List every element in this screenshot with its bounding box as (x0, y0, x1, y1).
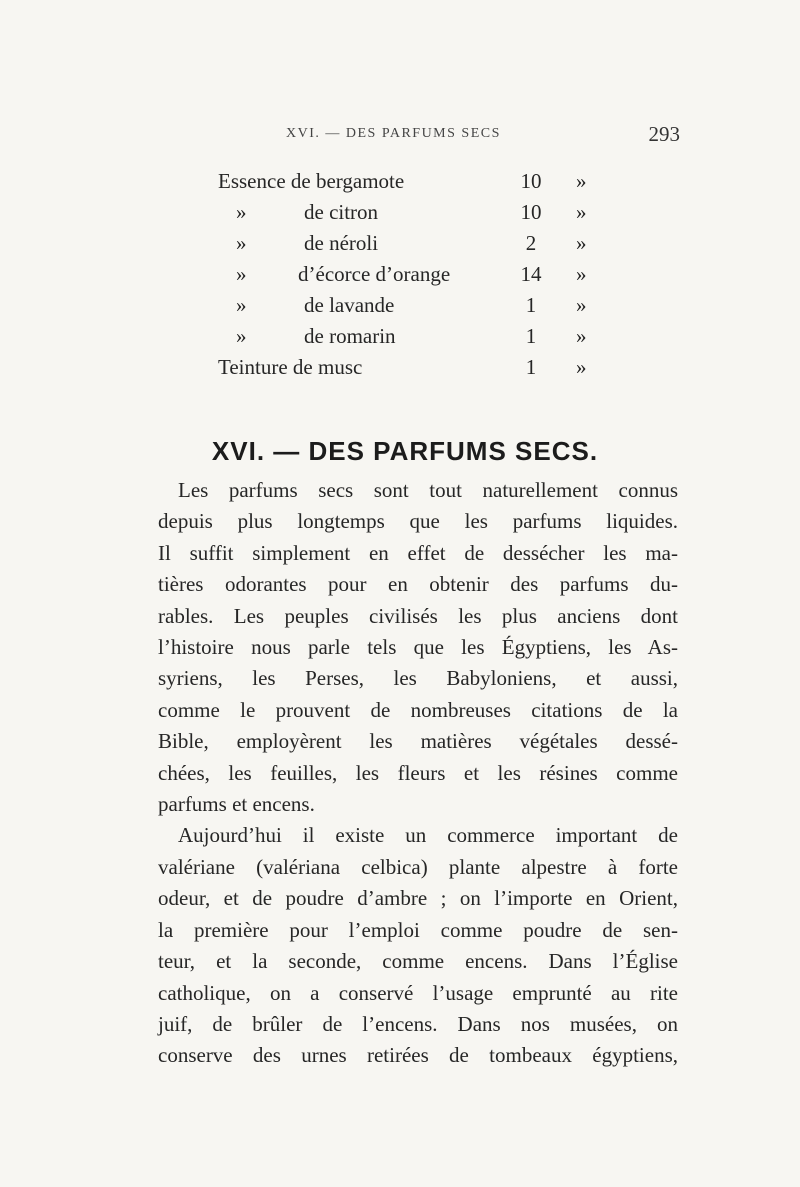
page-number: 293 (648, 122, 680, 146)
text-line: valériane (valériana celbica) plante alpestre à forte (158, 854, 678, 879)
text-line: la première pour l’emploi comme poudre de sen- (158, 917, 678, 942)
recipe-unit: » (576, 169, 587, 193)
recipe-list (218, 166, 618, 383)
recipe-unit: » (576, 262, 587, 286)
recipe-ingredient: Essence de bergamote (218, 169, 405, 193)
recipe-row (218, 166, 618, 197)
recipe-row (218, 352, 618, 383)
recipe-quantity: 14 (520, 262, 542, 286)
recipe-ingredient: de romarin (304, 324, 396, 348)
recipe-quantity: 1 (525, 293, 537, 317)
paragraph (158, 820, 678, 1071)
recipe-quantity: 2 (525, 231, 537, 255)
recipe-unit: » (576, 355, 587, 379)
recipe-row (218, 290, 618, 321)
text-line: juif, de brûler de l’encens. Dans nos musées, on (158, 1011, 678, 1036)
text-line: parfums et encens. (158, 792, 315, 817)
recipe-ditto-mark: » (236, 293, 247, 317)
recipe-row (218, 259, 618, 290)
recipe-ditto-mark: » (236, 262, 247, 286)
body-text (158, 475, 678, 1072)
running-title: XVI. — DES PARFUMS SECS (286, 126, 501, 141)
text-line: depuis plus longtemps que les parfums liquides. (158, 509, 678, 534)
recipe-quantity: 1 (525, 324, 537, 348)
recipe-quantity: 10 (520, 169, 542, 193)
recipe-ingredient: de citron (304, 200, 379, 224)
text-line: Les parfums secs sont tout naturellement connus (178, 478, 678, 502)
text-line: teur, et la seconde, comme encens. Dans l’Église (158, 949, 678, 974)
section-heading: XVI. — DES PARFUMS SECS. (211, 435, 599, 466)
recipe-ditto-mark: » (236, 200, 247, 224)
running-head (160, 122, 680, 146)
text-line: catholique, on a conservé l’usage emprunté au rite (158, 980, 678, 1005)
recipe-row (218, 321, 618, 352)
recipe-unit: » (576, 324, 587, 348)
recipe-ingredient: de néroli (304, 231, 379, 255)
recipe-ingredient: de lavande (304, 293, 395, 317)
text-line: Bible, employèrent les matières végétales dessé- (158, 729, 678, 754)
text-line: comme le prouvent de nombreuses citations de la (158, 697, 678, 722)
text-line: syriens, les Perses, les Babyloniens, et aussi, (158, 666, 678, 691)
recipe-unit: » (576, 200, 587, 224)
paragraph (158, 475, 678, 820)
recipe-quantity: 10 (520, 200, 542, 224)
recipe-ditto-mark: » (236, 324, 247, 348)
text-line: Aujourd’hui il existe un commerce important de (178, 823, 678, 848)
recipe-row (218, 197, 618, 228)
text-line: odeur, et de poudre d’ambre ; on l’importe en Orient, (158, 886, 678, 911)
recipe-quantity: 1 (525, 355, 537, 379)
recipe-ditto-mark: » (236, 231, 247, 255)
text-line: rables. Les peuples civilisés les plus anciens dont (158, 603, 678, 628)
text-line: chées, les feuilles, les fleurs et les résines comme (158, 760, 678, 785)
recipe-unit: » (576, 231, 587, 255)
text-line: l’histoire nous parle tels que les Égyptiens, les As- (158, 635, 678, 660)
recipe-ingredient: Teinture de musc (218, 355, 363, 379)
recipe-ingredient: d’écorce d’orange (298, 262, 451, 286)
recipe-unit: » (576, 293, 587, 317)
text-line: conserve des urnes retirées de tombeaux égyptiens, (158, 1043, 678, 1068)
recipe-row (218, 228, 618, 259)
text-line: Il suffit simplement en effet de dessécher les ma- (158, 540, 678, 565)
text-line: tières odorantes pour en obtenir des parfums du- (158, 572, 678, 597)
